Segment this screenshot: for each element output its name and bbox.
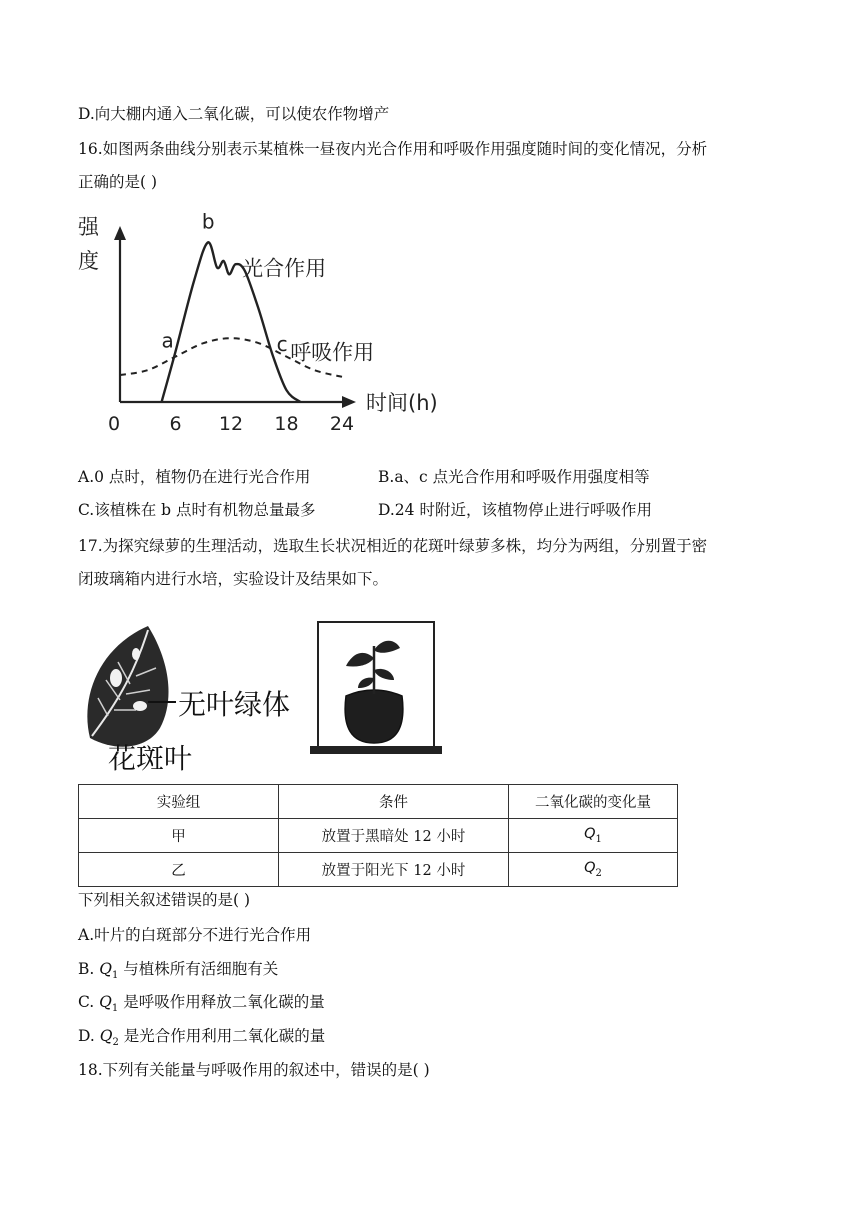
leaf-label-no-chlorophyll: 无叶绿体	[178, 688, 291, 721]
y-axis-arrow	[114, 226, 126, 240]
x-tick-label: 6	[169, 413, 182, 435]
table-cell-condition: 放置于黑暗处 12 小时	[279, 819, 509, 853]
q16-option-d: D.24 时附近，该植物停止进行呼吸作用	[378, 501, 652, 519]
q16-option-c: C.该植株在 b 点时有机物总量最多	[78, 501, 316, 519]
q17-question: 下列相关叙述错误的是( )	[78, 891, 251, 909]
series-photosynthesis-label: 光合作用	[242, 256, 327, 281]
q16-stem-line1: 16.如图两条曲线分别表示某植株一昼夜内光合作用和呼吸作用强度随时间的变化情况，分析	[78, 140, 708, 158]
photosynthesis-respiration-chart	[78, 206, 458, 442]
table-cell-condition: 放置于阳光下 12 小时	[279, 853, 509, 887]
series-respiration-label: 呼吸作用	[290, 340, 375, 365]
q18-stem: 18.下列有关能量与呼吸作用的叙述中，错误的是( )	[78, 1061, 430, 1079]
y-axis-label-char: 强	[78, 215, 99, 239]
experiment-table	[78, 784, 678, 887]
table-header-condition: 条件	[279, 785, 509, 819]
q17-option-c: C. $Q_1$ 是呼吸作用释放二氧化碳的量	[78, 993, 325, 1015]
q17-option-b: B. $Q_1$ 与植株所有活细胞有关	[78, 960, 279, 982]
table-cell-co2: $Q_2$	[509, 853, 678, 887]
table-header-co2-change: 二氧化碳的变化量	[509, 785, 678, 819]
table-row	[79, 819, 678, 853]
spotted-leaf-image	[87, 626, 176, 747]
experiment-illustration	[78, 618, 458, 778]
x-tick-label: 24	[329, 413, 355, 435]
q17-stem-line1: 17.为探究绿萝的生理活动，选取生长状况相近的花斑叶绿萝多株，均分为两组，分别置于密	[78, 537, 708, 555]
q17-stem-line2: 闭玻璃箱内进行水培，实验设计及结果如下。	[78, 570, 389, 588]
q16-option-b: B.a、c 点光合作用和呼吸作用强度相等	[378, 468, 650, 486]
x-tick-label: 18	[274, 413, 299, 435]
point-label-c: c	[276, 331, 288, 356]
point-label-a: a	[161, 328, 174, 353]
table-cell-group: 乙	[79, 853, 279, 887]
q17-option-a: A.叶片的白斑部分不进行光合作用	[78, 926, 312, 944]
table-cell-co2: $Q_1$	[509, 819, 678, 853]
point-label-b: b	[201, 209, 215, 234]
table-row	[79, 853, 678, 887]
q16-option-a: A.0 点时，植物仍在进行光合作用	[78, 468, 311, 486]
sealed-glass-box-image	[310, 622, 442, 754]
leaf-label-spotted: 花斑叶	[108, 742, 193, 775]
table-header-row	[79, 785, 678, 819]
y-axis-label-char: 度	[78, 249, 99, 273]
q16-stem-line2: 正确的是( )	[78, 173, 158, 191]
q15-option-d: D.向大棚内通入二氧化碳，可以使农作物增产	[78, 105, 390, 123]
x-axis-label: 时间(h)	[366, 391, 438, 415]
x-tick-label: 0	[107, 413, 121, 435]
y-axis-label	[78, 215, 100, 273]
q17-option-d: D. $Q_2$ 是光合作用利用二氧化碳的量	[78, 1027, 326, 1049]
table-cell-group: 甲	[79, 819, 279, 853]
x-axis-arrow	[342, 396, 356, 408]
x-tick-label: 12	[218, 413, 244, 435]
table-header-group: 实验组	[79, 785, 279, 819]
